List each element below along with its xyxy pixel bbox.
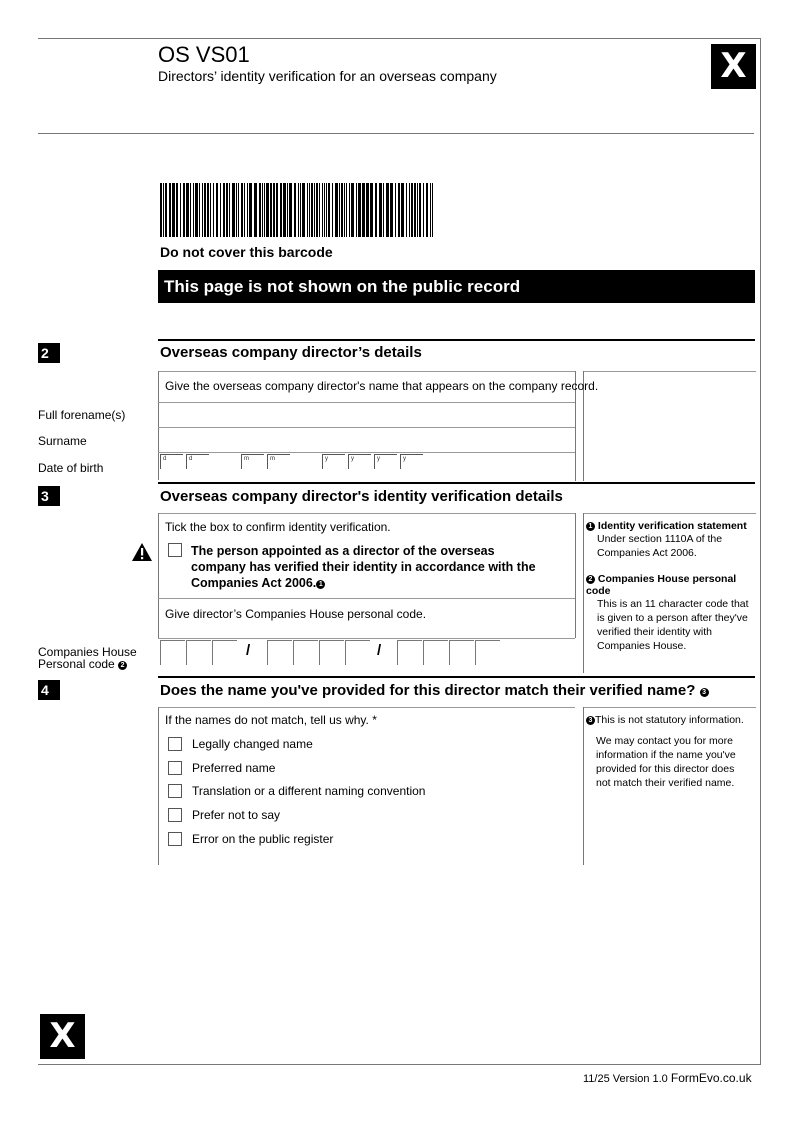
public-record-notice-text: This page is not shown on the public record (164, 277, 521, 296)
section4-title-text: Does the name you've provided for this director match their verified name? (160, 682, 696, 699)
personal-code-box-10[interactable] (449, 640, 474, 665)
warning-icon (131, 542, 153, 562)
note-1-heading (586, 520, 756, 532)
option-error-public-register-label: Error on the public register (192, 832, 334, 846)
s2-row-line-3 (158, 452, 575, 453)
forename-label: Full forename(s) (38, 408, 126, 422)
s2-instruction: Give the overseas company director's name that appears on the company record. (165, 379, 599, 393)
s2-instruction-top (158, 371, 575, 372)
option-legally-changed-checkbox[interactable] (168, 737, 182, 751)
barcode-caption: Do not cover this barcode (160, 244, 333, 260)
personal-code-box-3[interactable] (212, 640, 237, 665)
dob-month-2-label: m (270, 456, 275, 462)
form-title: Directors’ identity verification for an overseas company (158, 68, 497, 84)
section3-rule (158, 482, 755, 484)
s3-top-line (158, 513, 575, 514)
s4-sidebar-rule (583, 707, 584, 865)
top-border-line (38, 38, 760, 39)
personal-code-label-line1: Companies House (38, 645, 137, 659)
s2-left-rule (158, 371, 159, 480)
verification-statement (191, 543, 546, 591)
barcode (158, 183, 438, 237)
personal-code-instruction: Give director’s Companies House personal code. (165, 607, 427, 621)
header-divider (38, 133, 754, 134)
note-3-marker: 3 (700, 688, 709, 697)
option-preferred-name-checkbox[interactable] (168, 761, 182, 775)
dob-year-1-label: y (325, 456, 328, 462)
s3-code-line (158, 598, 575, 599)
footer-version-text: 11/25 Version 1.0 (583, 1073, 668, 1085)
personal-code-box-1[interactable] (160, 640, 185, 665)
section3-title: Overseas company director's identity verification details (160, 488, 563, 505)
corner-mark-bottom: X (40, 1014, 85, 1059)
section4-rule (158, 676, 755, 678)
section4-number: 4 (38, 680, 60, 700)
forename-input[interactable] (160, 403, 572, 426)
verification-checkbox[interactable] (168, 543, 182, 557)
section2-number: 2 (38, 343, 60, 363)
personal-code-box-5[interactable] (293, 640, 318, 665)
dob-year-3-label: y (377, 456, 380, 462)
s3-left-rule (158, 513, 159, 638)
option-error-public-register-checkbox[interactable] (168, 832, 182, 846)
option-prefer-not-to-say-checkbox[interactable] (168, 808, 182, 822)
note-1 (586, 520, 756, 560)
s4-sidebar-top (584, 707, 756, 708)
surname-label: Surname (38, 434, 87, 448)
section2-rule (158, 339, 755, 341)
personal-code-box-9[interactable] (423, 640, 448, 665)
note-3-ref: 3 (586, 716, 595, 725)
s3-sidebar-top (584, 513, 756, 514)
s2-sidebar-top (584, 371, 756, 372)
personal-code-box-7[interactable] (345, 640, 370, 665)
dob-day-1-label: d (163, 456, 167, 462)
personal-code-separator-1: / (246, 642, 251, 659)
note-3 (586, 713, 756, 790)
note-1-marker: 1 (316, 580, 325, 589)
personal-code-label-line2: Personal code (38, 657, 115, 671)
dob-year-2-label: y (351, 456, 354, 462)
personal-code-box-11[interactable] (475, 640, 500, 665)
s4-instruction: If the names do not match, tell us why. * (165, 713, 377, 727)
dob-year-4-label: y (403, 456, 406, 462)
bottom-border-line (38, 1064, 760, 1065)
personal-code-box-4[interactable] (267, 640, 292, 665)
personal-code-box-8[interactable] (397, 640, 422, 665)
s3-tick-instruction: Tick the box to confirm identity verification. (165, 520, 391, 534)
note-1-title: Identity verification statement (597, 520, 747, 532)
surname-input[interactable] (160, 429, 572, 452)
form-code: OS VS01 (158, 42, 250, 67)
note-3-heading (586, 713, 756, 727)
note-2-marker: 2 (118, 661, 127, 670)
note-2 (586, 573, 758, 653)
note-1-text: Under section 1110A of the Companies Act 2006. (597, 533, 723, 559)
dob-day-2-label: d (189, 456, 193, 462)
section2-title: Overseas company director’s details (160, 344, 422, 361)
personal-code-box-2[interactable] (186, 640, 211, 665)
option-translation-label: Translation or a different naming convention (192, 784, 426, 798)
option-preferred-name-label: Preferred name (192, 761, 276, 775)
personal-code-label (38, 646, 137, 670)
s3-sidebar-rule (583, 513, 584, 673)
option-prefer-not-to-say-label: Prefer not to say (192, 808, 281, 822)
note-1-ref: 1 (586, 522, 595, 531)
s3-code-bottom-line (158, 638, 575, 639)
s2-row-line-2 (158, 427, 575, 428)
verification-statement-text: The person appointed as a director of the overseas company has verified their identity in accordance with the Companies Act 2006. (191, 544, 536, 590)
note-2-heading (586, 573, 758, 597)
option-translation-checkbox[interactable] (168, 784, 182, 798)
footer-version (583, 1071, 752, 1085)
note-2-ref: 2 (586, 575, 595, 584)
dob-label: Date of birth (38, 461, 104, 475)
s3-middle-rule (575, 513, 576, 638)
section4-title (160, 682, 709, 699)
personal-code-box-6[interactable] (319, 640, 344, 665)
s4-top-line (158, 707, 575, 708)
corner-mark-top: X (711, 44, 756, 89)
dob-month-1-label: m (244, 456, 249, 462)
note-2-title: Companies House personal code (586, 573, 737, 597)
footer-brand: FormEvo.co.uk (670, 1071, 752, 1085)
note-3-title: This is not statutory information. (595, 714, 744, 726)
personal-code-separator-2: / (377, 642, 382, 659)
s4-left-rule (158, 707, 159, 865)
right-border-line (760, 38, 761, 1065)
note-2-text: This is an 11 character code that is given to a person after they've verified their identity with Companies House. (597, 598, 749, 652)
note-3-text: We may contact you for more information if the name you've provided for this director does not match their verified name. (596, 735, 736, 789)
option-legally-changed-label: Legally changed name (192, 737, 313, 751)
section3-number: 3 (38, 486, 60, 506)
